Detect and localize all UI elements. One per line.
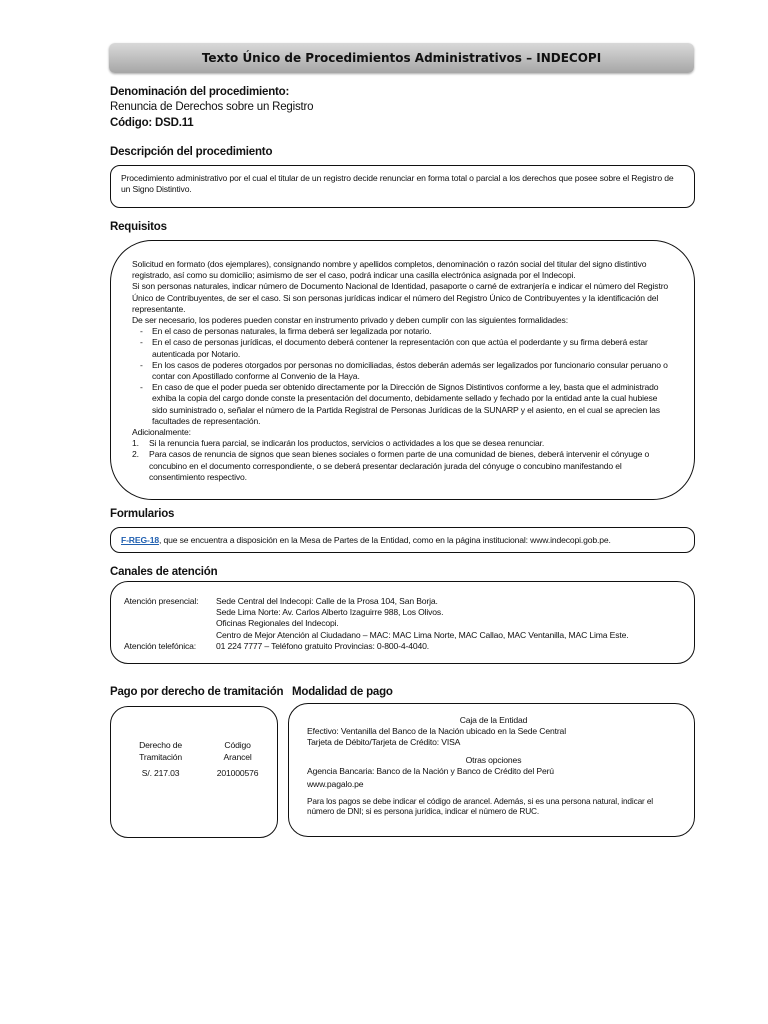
form-link-f-reg-18[interactable]: F-REG-18 [121,535,159,545]
pago-efectivo: Efectivo: Ventanilla del Banco de la Nación ubicado en la Sede Central [307,726,566,737]
pago-box [110,706,278,838]
numbered-item: 1. Si la renuncia fuera parcial, se indicarán los productos, servicios o actividades a los que se desea renunciar. [132,438,545,449]
poderes-item: - En caso de que el poder pueda ser obtenido directamente por la Dirección de Signos Distintivos conforme a ley, basta que el administrado exhiba la copia del cargo donde conste la presentación del documento, debidamente sellado y fechado por la entidad ante la cual hubiese sido suministrado o, señalar el número de la Partida Registral de Personas Jurídicas de la SUNARP y el asiento, en el cual se aprecien las facultades de representación. [140,382,660,426]
atencion-presencial-label: Atención presencial: [124,596,199,606]
otras-opciones-title: Otras opciones [465,754,522,765]
description-box [110,165,695,208]
modalidad-heading: Modalidad de pago [292,686,393,698]
atencion-telefonica-label: Atención telefónica: [124,640,197,651]
formularios-heading: Formularios [110,508,175,520]
adicionalmente-label: Adicionalmente: [132,427,191,438]
presencial-line: Sede Central del Indecopi: Calle de la Prosa 104, San Borja. [216,596,438,606]
procedure-code-label: Código: [110,117,153,129]
requisito-identificacion: Si son personas naturales, indicar número de Documento Nacional de Identidad, pasaporte o carné de extranjería e indicar el número del Registro Único de Contribuyentes, de ser el caso. Si son personas jurídicas indicar el número del Registro Único de Contribuyentes y la identificación del representante. [132,281,669,314]
canales-box [110,581,695,664]
numbered-item: 2. Para casos de renuncia de signos que sean bienes sociales o formen parte de una comunidad de bienes, deberá intervenir el cónyuge o concubino en el documento correspondiente, o se deberá presentar declaración jurada del cónyuge o concubino manifestando el consentimiento respectivo. [132,449,650,482]
poderes-item: - En los casos de poderes otorgados por personas no domiciliadas, éstos deberán además ser legalizados por funcionario consular peruano o contar con Apostillado conforme al Convenio de la Haya. [140,359,668,382]
atencion-telefonica [124,641,684,652]
pago-amount: S/. 217.03 [141,768,180,778]
formularios-box [110,527,695,553]
atencion-telefonica-text: 01 224 7777 – Teléfono gratuito Provincias: 0-800-4-4040. [216,640,429,651]
poderes-item: - En el caso de personas jurídicas, el documento deberá contener la representación con que actúa el poderdante y su firma deberá estar autenticada por Notario. [140,337,648,359]
description-text: Procedimiento administrativo por el cual el titular de un registro decide renunciar en forma total o parcial a los derechos que posee sobre el Registro de un Signo Distintivo. [121,173,674,195]
requisitos-box [110,240,695,500]
procedure-code [110,117,193,129]
pago-tarjeta: Tarjeta de Débito/Tarjeta de Crédito: VISA [307,737,461,748]
pago-table [117,740,271,780]
pago-note: Para los pagos se debe indicar el código de arancel. Además, si es una persona natural, indicar el número de DNI; si es persona jurídica, indicar el número de RUC. [307,796,653,817]
pago-col-derecho: Derecho de Tramitación [139,740,183,762]
pago-heading: Pago por derecho de tramitación [110,686,284,698]
pago-col-codigo: Código Arancel [223,740,252,762]
procedure-code-value: DSD.11 [155,117,194,129]
requisito-solicitud: Solicitud en formato (dos ejemplares), consignando nombre y apellidos completos, denominación o razón social del titular del signo distintivo registrado, así como su domicilio; asimismo de ser el caso, podrá indicar una casilla electrónica asignada por el Indecopi. [132,259,647,281]
description-heading: Descripción del procedimiento [110,146,273,158]
document-title-banner [109,43,694,73]
caja-title: Caja de la Entidad [459,715,528,725]
presencial-line: Sede Lima Norte: Av. Carlos Alberto Izaguirre 988, Los Olivos. [216,607,444,618]
requisito-poderes: De ser necesario, los poderes pueden constar en instrumento privado y deben cumplir con las siguientes formalidades: [132,315,568,326]
canales-heading: Canales de atención [110,566,218,578]
formularios-text: , que se encuentra a disposición en la Mesa de Partes de la Entidad, como en la página institucional: www.indecopi.gob.pe. [158,535,611,545]
pago-web: www.pagalo.pe [307,779,364,790]
poderes-item: - En el caso de personas naturales, la firma deberá ser legalizada por notario. [140,326,432,337]
presencial-line: Centro de Mejor Atención al Ciudadano – MAC: MAC Lima Norte, MAC Callao, MAC Ventanilla, MAC Lima Este. [216,629,629,640]
pago-agencia: Agencia Bancaria: Banco de la Nación y Banco de Crédito del Perú [307,765,554,776]
requisitos-heading: Requisitos [110,221,167,233]
document-title: Texto Único de Procedimientos Administrativos – INDECOPI [201,51,602,65]
atencion-presencial [124,596,684,641]
presencial-line: Oficinas Regionales del Indecopi. [216,618,339,629]
pago-code: 201000576 [216,768,259,778]
procedure-name-label: Denominación del procedimiento: [110,86,290,98]
procedure-name: Renuncia de Derechos sobre un Registro [110,101,314,113]
modalidad-box [288,703,695,837]
